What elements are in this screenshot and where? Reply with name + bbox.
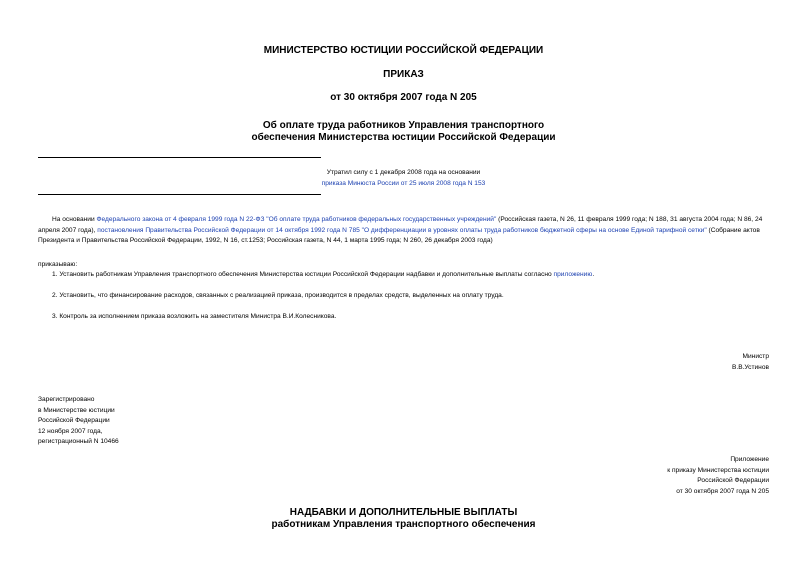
doc-title-line2: обеспечения Министерства юстиции Российской Федерации <box>251 132 556 143</box>
divider-bottom <box>38 194 321 195</box>
appendix-line3: Российской Федерации <box>697 477 769 484</box>
signature-name: В.В.Устинов <box>731 363 769 371</box>
order-item-3: 3. Контроль за исполнением приказа возложить на заместителя Министра В.И.Колесникова. <box>52 313 337 320</box>
repeal-order-link[interactable]: приказа Минюста России от 25 июля 2008 года N 153 <box>321 180 486 187</box>
appendix-title-line2: работникам Управления транспортного обеспечения <box>271 519 536 530</box>
appendix-title-line1: НАДБАВКИ И ДОПОЛНИТЕЛЬНЫЕ ВЫПЛАТЫ <box>289 507 518 518</box>
status-link-line <box>0 179 807 190</box>
divider-top <box>38 157 321 158</box>
registration-line2: в Министерстве юстиции <box>38 406 115 414</box>
appendix-line4: от 30 октября 2007 года N 205 <box>676 487 769 495</box>
ministry-heading: МИНИСТЕРСТВО ЮСТИЦИИ РОССИЙСКОЙ ФЕДЕРАЦИИ <box>263 45 544 56</box>
order-word: приказываю: <box>38 261 78 268</box>
doc-date-number: от 30 октября 2007 года N 205 <box>330 92 477 103</box>
registration-line5: регистрационный N 10466 <box>38 438 119 445</box>
doc-title-line1: Об оплате труда работников Управления транспортного <box>262 120 545 131</box>
signature-block <box>569 352 769 373</box>
federal-law-link[interactable]: Федерального закона от 4 февраля 1999 года N 22-ФЗ "Об оплате труда работников федеральных государственных учреждений" <box>96 216 497 223</box>
basis-paragraph <box>38 215 770 247</box>
basis-text2: (Собрание актов Президента и Правительства Российской Федерации, 1992, N 16, ст.1253; Российская газета, N 44, 1 марта 1995 года; N 260, 26 декабря 2003 года) <box>38 226 760 244</box>
appendix-line2: к приказу Министерства юстиции <box>667 466 769 474</box>
signature-position: Министр <box>742 353 769 360</box>
appendix-block <box>519 455 769 497</box>
status-text: Утратил силу с 1 декабря 2008 года на основании <box>326 169 481 176</box>
basis-text1: (Российская газета, N 26, 11 февраля 1999 года; N 188, 31 августа 2004 года; N 86, 24 апреля 2007 года), <box>38 216 763 234</box>
order-item-1 <box>52 270 770 281</box>
registration-line4: 12 ноября 2007 года, <box>38 427 103 435</box>
government-decree-link[interactable]: постановления Правительства Российской Федерации от 14 октября 1992 года N 785 "О дифференциации в уровнях оплаты труда работников бюджетной сферы на основе Единой тарифной сетки" <box>97 226 707 234</box>
registration-line1: Зарегистрировано <box>38 396 95 403</box>
appendix-link[interactable]: приложению <box>553 271 593 278</box>
appendix-line1: Приложение <box>730 456 769 463</box>
registration-line3: Российской Федерации <box>38 417 110 424</box>
registration-block <box>38 395 119 448</box>
order-item-2: 2. Установить, что финансирование расходов, связанных с реализацией приказа, производится в пределах средств, выделенных на оплату труда. <box>52 292 504 299</box>
basis-intro: На основании <box>52 216 97 223</box>
item1-end: . <box>592 271 595 278</box>
item1-text: 1. Установить работникам Управления транспортного обеспечения Министерства юстиции Российской Федерации надбавки и дополнительные выплаты согласно <box>52 271 554 278</box>
doc-type-heading: ПРИКАЗ <box>383 69 424 80</box>
